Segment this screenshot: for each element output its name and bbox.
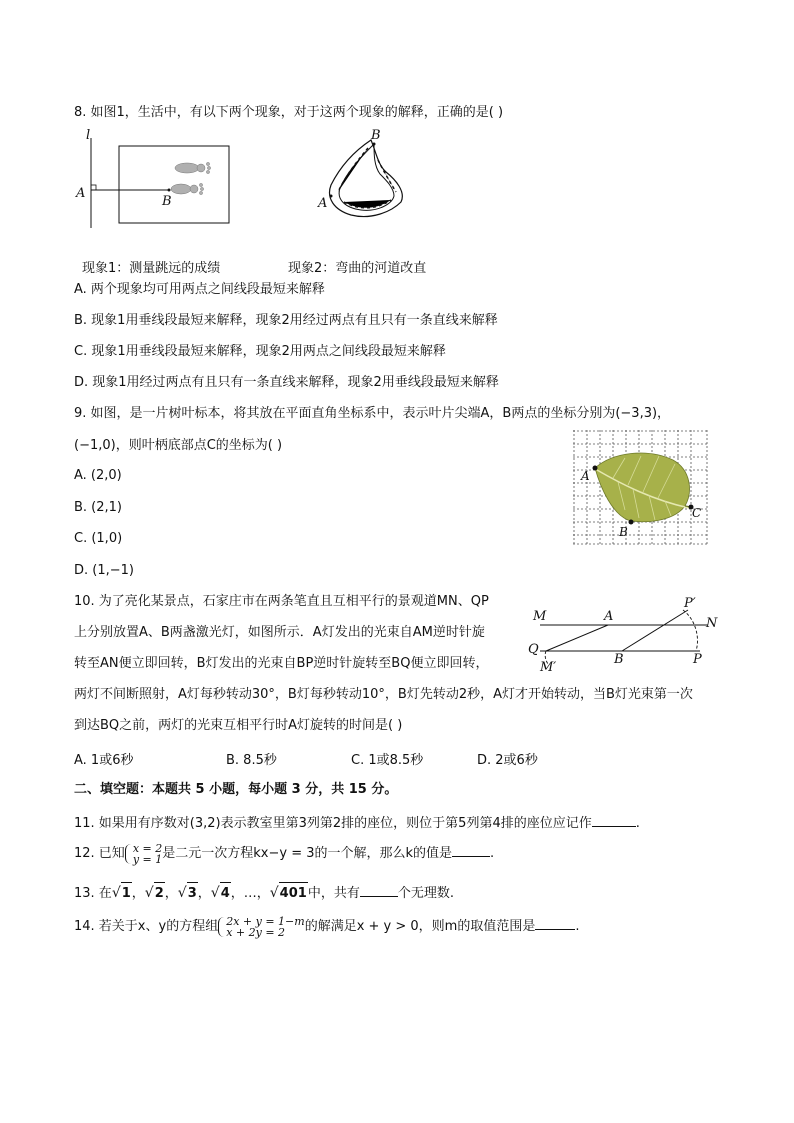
q12-answer-blank[interactable] <box>452 842 490 857</box>
q8-option-b: B. 现象1用垂线段最短来解释，现象2用经过两点有且只有一条直线来解释 <box>74 313 498 328</box>
fig10-label-P-prime: P′ <box>684 596 696 611</box>
fig10-label-N: N <box>706 616 718 631</box>
q9-line-2: (−1,0)，则叶柄底部点C的坐标为( ) <box>74 438 283 453</box>
q12-end: . <box>490 846 495 861</box>
fig10-label-M: M <box>533 609 547 624</box>
q13-root-2: 2 <box>154 882 165 905</box>
q9-option-c: C. (1,0) <box>74 531 123 546</box>
q10-line-1: 10. 为了亮化某景点，石家庄市在两条笔直且互相平行的景观道MN、QP <box>74 594 489 609</box>
q12-mid: 是二元一次方程kx−y = 3的一个解，那么k的值是 <box>162 846 453 861</box>
q13-root-3: 3 <box>187 882 198 905</box>
q12-eq1: x = 2 <box>132 841 163 855</box>
q8-caption-2: 现象2：弯曲的河道改直 <box>288 261 427 276</box>
q12 <box>74 841 494 867</box>
q8-figure-long-jump <box>74 128 234 228</box>
q13-answer-blank[interactable] <box>360 882 398 897</box>
section-2-heading: 二、填空题：本题共 5 小题，每小题 3 分，共 15 分。 <box>74 782 398 797</box>
fig10-label-M-prime: M′ <box>540 660 557 675</box>
q9-line-1: 9. 如图，是一片树叶标本，将其放在平面直角坐标系中，表示叶片尖端A，B两点的坐标分别为(−3,3)， <box>74 406 671 421</box>
q9-leaf-grid-figure <box>573 430 709 546</box>
q11-answer-blank[interactable] <box>592 812 636 827</box>
q8-stem: 8. 如图1，生活中，有以下两个现象，对于这两个现象的解释，正确的是( ) <box>74 105 504 120</box>
q8-option-d: D. 现象1用经过两点有且只有一条直线来解释，现象2用垂线段最短来解释 <box>74 375 499 390</box>
q8-figure-river <box>316 130 416 230</box>
q14-end: . <box>575 919 580 934</box>
q14 <box>74 914 579 940</box>
q13-root-401: 401 <box>279 882 308 905</box>
q11 <box>74 812 640 833</box>
q8-caption-1: 现象1：测量跳远的成绩 <box>82 261 221 276</box>
q11-end: . <box>635 816 640 831</box>
q13-pre: 13. 在 <box>74 886 112 901</box>
q14-eq2: x + 2y = 2 <box>226 925 286 939</box>
fig10-label-B: B <box>614 652 624 667</box>
fig1-label-l: l <box>86 128 91 143</box>
q10-option-b: B. 8.5秒 <box>226 753 277 768</box>
leaf-icon <box>595 453 691 522</box>
footprint-icon <box>171 162 211 194</box>
q8-option-c: C. 现象1用垂线段最短来解释，现象2用两点之间线段最短来解释 <box>74 344 446 359</box>
q12-eq2: y = 1 <box>132 852 163 866</box>
fig2-label-A: A <box>318 196 328 211</box>
fig2-label-B: B <box>371 128 381 143</box>
q14-answer-blank[interactable] <box>535 915 575 930</box>
q13-mid: 中，共有 <box>307 886 360 901</box>
fig10-label-P: P <box>693 652 702 667</box>
q12-equation-system <box>125 843 162 865</box>
q10-line-5: 到达BQ之前，两灯的光束互相平行时A灯旋转的时间是( ) <box>74 718 403 733</box>
leaf-label-A: A <box>581 469 590 483</box>
q14-pre: 14. 若关于x、y的方程组 <box>74 919 219 934</box>
q14-mid: 的解满足x + y > 0，则m的取值范围是 <box>304 919 536 934</box>
fig1-label-A: A <box>76 186 86 201</box>
q13-root-1: 1 <box>121 882 132 905</box>
q10-option-d: D. 2或6秒 <box>477 753 538 768</box>
q13: 13. 在√1，√2，√3，√4，…，√401中，共有 个无理数. <box>74 882 454 905</box>
fig10-label-Q: Q <box>528 642 539 657</box>
q10-option-c: C. 1或8.5秒 <box>351 753 424 768</box>
q12-pre: 12. 已知 <box>74 846 125 861</box>
q9-option-d: D. (1,−1) <box>74 563 134 578</box>
q8-option-a: A. 两个现象均可用两点之间线段最短来解释 <box>74 282 325 297</box>
q9-option-b: B. (2,1) <box>74 500 123 515</box>
leaf-label-B: B <box>619 525 628 539</box>
q13-root-4: 4 <box>220 882 231 905</box>
leaf-label-C: C <box>692 506 702 520</box>
fig10-label-A: A <box>604 609 614 624</box>
q13-dots: ，…， <box>230 886 270 901</box>
q9-option-a: A. (2,0) <box>74 468 122 483</box>
q14-eq1: 2x + y = 1−m <box>226 914 305 928</box>
q10-option-a: A. 1或6秒 <box>74 753 134 768</box>
q14-equation-system <box>218 916 304 938</box>
q10-line-3: 转至AN便立即回转，B灯发出的光束自BP逆时针旋转至BQ便立即回转， <box>74 656 489 671</box>
q10-line-2: 上分别放置A、B两盏激光灯，如图所示．A灯发出的光束自AM逆时针旋 <box>74 625 485 640</box>
q10-line-4: 两灯不间断照射，A灯每秒转动30°，B灯每秒转动10°，B灯先转动2秒，A灯才开始转动，当B灯光束第一次 <box>74 687 693 702</box>
fig1-label-B: B <box>162 194 172 209</box>
q11-text: 11. 如果用有序数对(3,2)表示教室里第3列第2排的座位，则位于第5列第4排的座位应记作 <box>74 816 592 831</box>
q13-end: 个无理数. <box>397 886 454 901</box>
